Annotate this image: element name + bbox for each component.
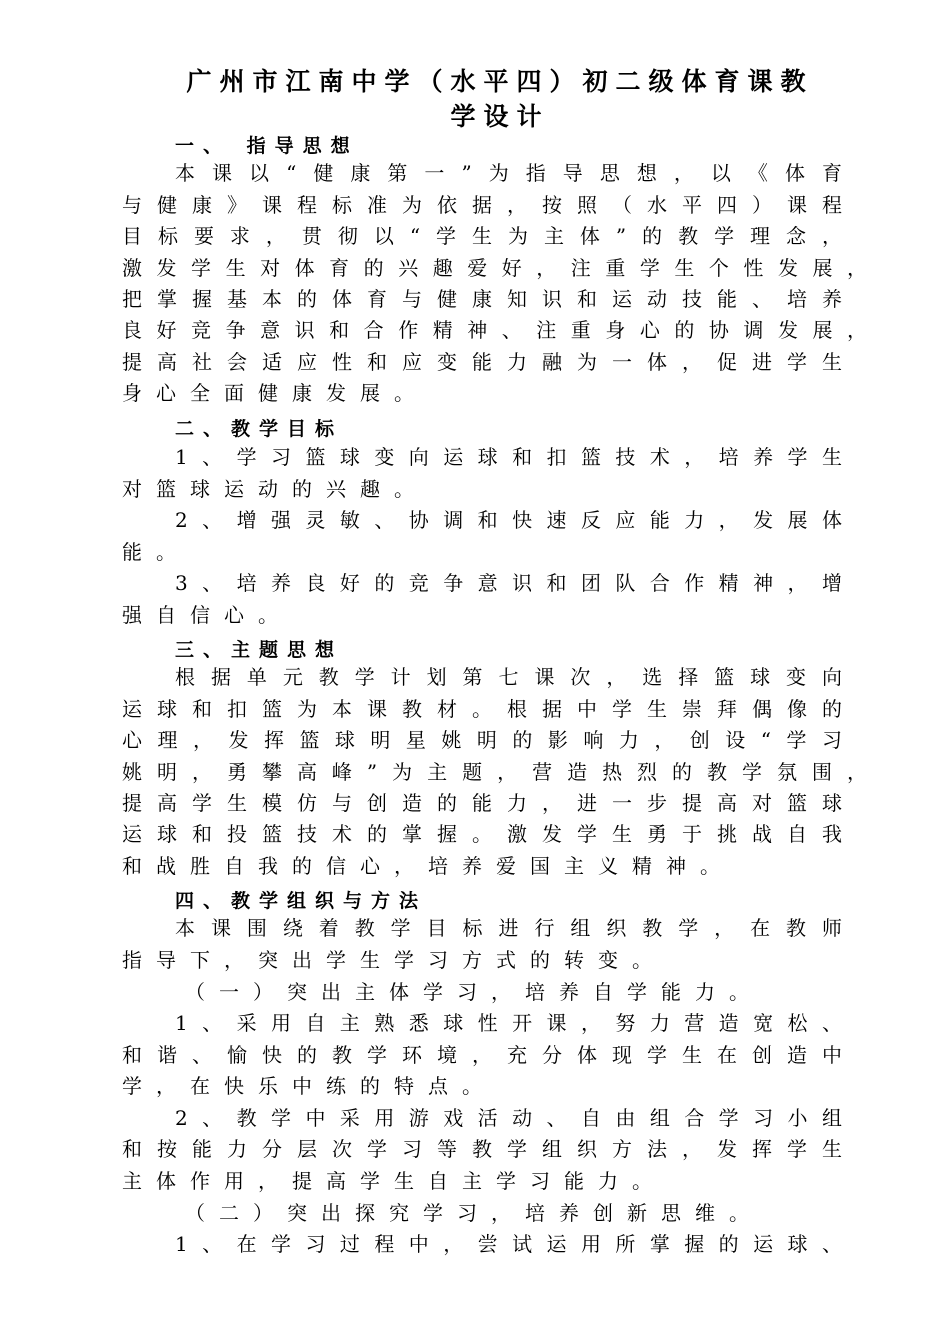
paragraph-line: 1、学习篮球变向运球和扣篮技术，培养学生 — [175, 445, 842, 469]
paragraph-line: 主体作用，提高学生自主学习能力。 — [122, 1169, 666, 1193]
paragraph-line: 本课以“健康第一”为指导思想，以《体育 — [175, 161, 842, 185]
paragraph-line: 1、采用自主熟悉球性开课，努力营造宽松、 — [175, 1011, 842, 1035]
paragraph-line: 提高学生模仿与创造的能力，进一步提高对篮球 — [122, 791, 842, 815]
paragraph-line: 能。 — [122, 540, 190, 564]
document-title-line-2: 学设计 — [450, 102, 550, 131]
paragraph-line: 目标要求，贯彻以“学生为主体”的教学理念， — [122, 224, 842, 248]
paragraph-line: 良好竞争意识和合作精神、注重身心的协调发展， — [122, 318, 867, 342]
paragraph-line: 本课围绕着教学目标进行组织教学，在教师 — [175, 916, 842, 940]
section-heading-organization-methods: 四、教学组织与方法 — [175, 890, 428, 912]
paragraph-line: 1、在学习过程中，尝试运用所掌握的运球、 — [175, 1232, 842, 1256]
document-title-line-1: 广州市江南中学（水平四）初二级体育课教 — [186, 67, 814, 96]
paragraph-line: 运球和扣篮为本课教材。根据中学生崇拜偶像的 — [122, 697, 842, 721]
subheading-line: （一）突出主体学习，培养自学能力。 — [185, 980, 763, 1004]
paragraph-line: 身心全面健康发展。 — [122, 381, 428, 405]
paragraph-line: 强自信心。 — [122, 603, 292, 627]
subheading-line: （二）突出探究学习，培养创新思维。 — [185, 1201, 763, 1225]
paragraph-line: 心理，发挥篮球明星姚明的影响力，创设“学习 — [122, 728, 842, 752]
paragraph-line: 2、增强灵敏、协调和快速反应能力，发展体 — [175, 508, 842, 532]
paragraph-line: 2、教学中采用游戏活动、自由组合学习小组 — [175, 1106, 842, 1130]
section-heading-theme: 三、主题思想 — [175, 639, 344, 661]
paragraph-line: 和按能力分层次学习等教学组织方法，发挥学生 — [122, 1137, 842, 1161]
section-heading-teaching-objectives: 二、教学目标 — [175, 418, 344, 440]
paragraph-line: 提高社会适应性和应变能力融为一体，促进学生 — [122, 350, 842, 374]
section-heading-guiding-ideology: 一、 指导思想 — [175, 135, 359, 157]
paragraph-line: 姚明，勇攀高峰”为主题，营造热烈的教学氛围， — [122, 760, 867, 784]
paragraph-line: 和谐、愉快的教学环境，充分体现学生在创造中 — [122, 1043, 842, 1067]
paragraph-line: 与健康》课程标准为依据，按照（水平四）课程 — [122, 193, 842, 217]
paragraph-line: 把掌握基本的体育与健康知识和运动技能、培养 — [122, 287, 842, 311]
paragraph-line: 学，在快乐中练的特点。 — [122, 1074, 496, 1098]
paragraph-line: 激发学生对体育的兴趣爱好，注重学生个性发展， — [122, 256, 867, 280]
paragraph-line: 指导下，突出学生学习方式的转变。 — [122, 948, 666, 972]
paragraph-line: 3、培养良好的竞争意识和团队合作精神，增 — [175, 571, 842, 595]
paragraph-line: 和战胜自我的信心，培养爱国主义精神。 — [122, 854, 734, 878]
paragraph-line: 运球和投篮技术的掌握。激发学生勇于挑战自我 — [122, 822, 842, 846]
paragraph-line: 根据单元教学计划第七课次，选择篮球变向 — [175, 665, 842, 689]
paragraph-line: 对篮球运动的兴趣。 — [122, 477, 428, 501]
